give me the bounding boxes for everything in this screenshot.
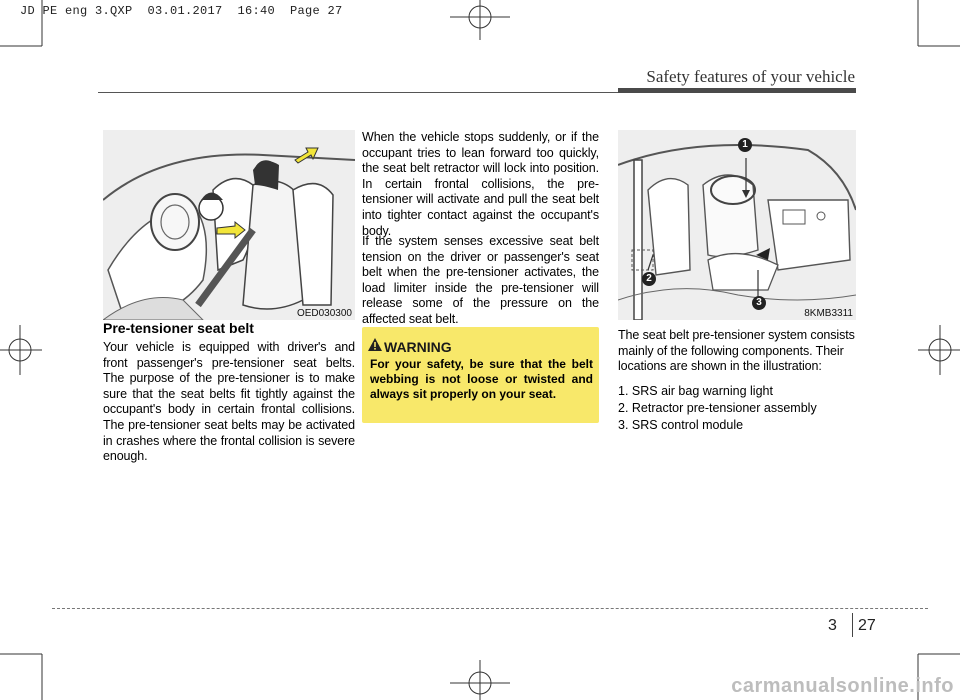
callout-3: 3 [752, 296, 766, 310]
pretensioner-figure [103, 130, 355, 320]
page-number: 27 [858, 617, 876, 634]
chapter-number: 3 [828, 617, 837, 634]
header-rule-accent [618, 88, 856, 93]
watermark: carmanualsonline.info [731, 675, 954, 697]
warning-title: WARNING [384, 339, 452, 355]
car-interior-components-illustration-icon [618, 130, 856, 320]
warning-triangle-icon [368, 338, 382, 351]
list-item: 1. SRS air bag warning light [618, 384, 773, 398]
warning-box [362, 327, 599, 423]
figure-code: 8KMB3311 [804, 308, 853, 319]
running-header-title: Safety features of your vehicle [646, 67, 855, 86]
page-separator [852, 613, 853, 637]
section-heading: Pre-tensioner seat belt [103, 320, 254, 336]
components-list [618, 383, 817, 434]
pretensioner-occupants-illustration-icon [103, 130, 355, 320]
footer-rule [52, 608, 928, 609]
middle-paragraph-1: When the vehicle stops suddenly, or if the occupant tries to lean forward too quickly, the seat belt retractor will lock into position. In certain frontal collisions, the pre-tensioner will activate and pull the seat belt into tighter contact against the occupant's body. [362, 130, 599, 238]
callout-1: 1 [738, 138, 752, 152]
figure-code: OED030300 [296, 308, 352, 319]
components-figure [618, 130, 856, 320]
right-intro: The seat belt pre-tensioner system consists mainly of the following components. Their locations are shown in the illustration: [618, 328, 855, 374]
callout-2: 2 [642, 272, 656, 286]
section-paragraph: Your vehicle is equipped with driver's and front passenger's pre-tensioner seat belts. The purpose of the pre-tensioner is to make sure that the seat belts fit tightly against the occupant's body in certain frontal collisions. The pre-tensioner seat belts may be activated in crashes where the frontal collision is severe enough. [103, 340, 355, 464]
list-item: 3. SRS control module [618, 418, 744, 432]
warning-text: For your safety, be sure that the belt webbing is not loose or twisted and always sit properly on your seat. [370, 357, 593, 401]
header-rule [98, 92, 618, 93]
middle-paragraph-2: If the system senses excessive seat belt tension on the driver or passenger's seat belt when the pre-tensioner activates, the load limiter inside the pre-tensioner will release some of the pressure on the affected seat belt. [362, 234, 599, 326]
list-item: 2. Retractor pre-tensioner assembly [618, 401, 817, 415]
print-slug: JD PE eng 3.QXP 03.01.2017 16:40 Page 27 [20, 4, 343, 18]
